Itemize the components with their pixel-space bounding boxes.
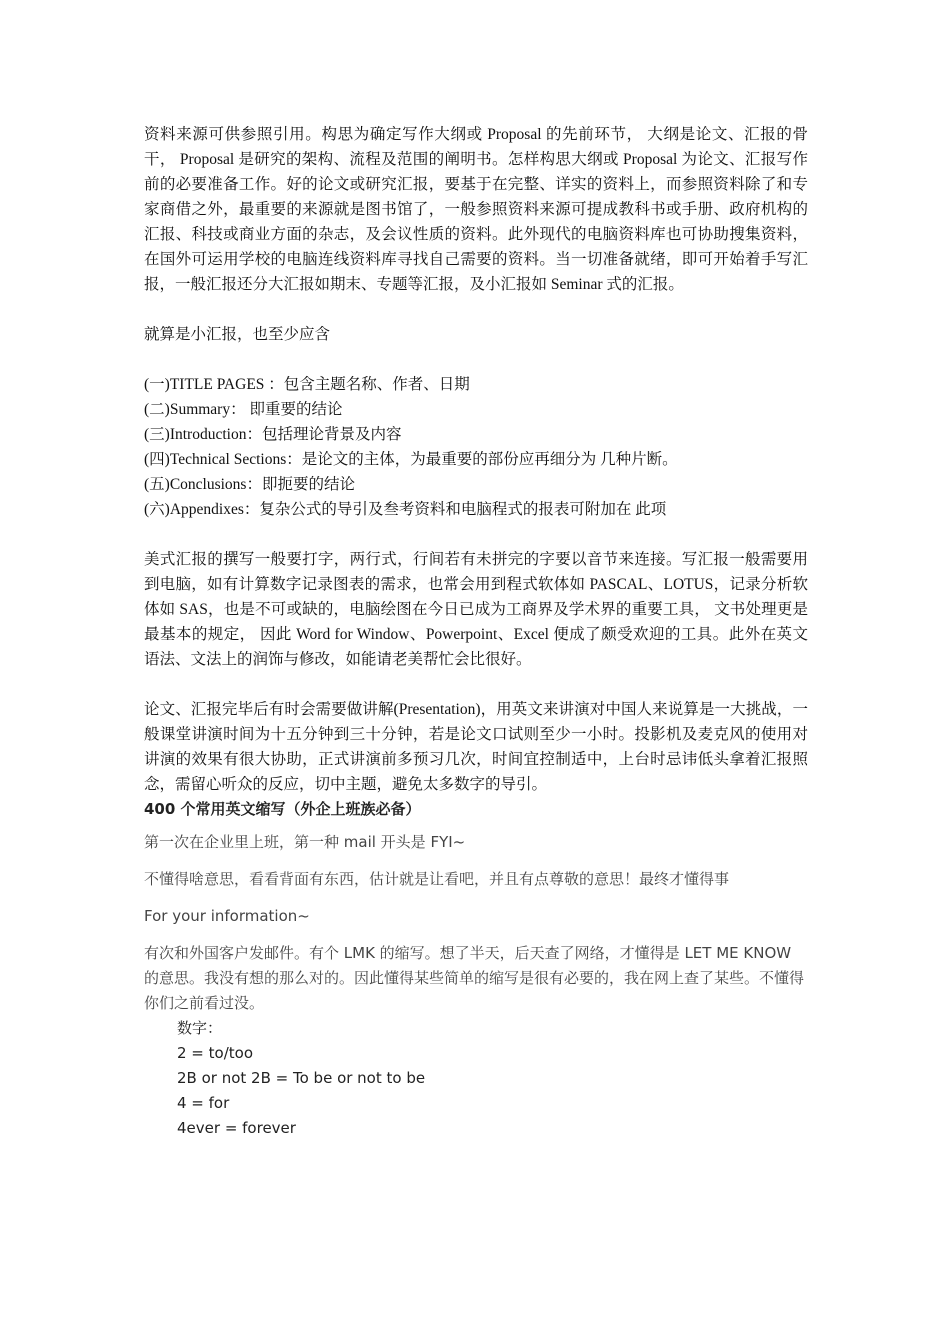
abbreviation-list (144, 1016, 808, 1141)
list-item: 4 = for (177, 1094, 230, 1112)
meaning-line: 不懂得啥意思，看看背面有东西，估计就是让看吧，并且有点尊敬的意思！最终才懂得事 (144, 870, 730, 888)
list-item: (三)Introduction：包括理论背景及内容 (144, 426, 402, 443)
list-item: (一)TITLE PAGES ：包含主题名称、作者、日期 (144, 376, 470, 393)
section-heading: 400 个常用英文缩写（外企上班族必备） (144, 800, 421, 818)
list-item: (五)Conclusions：即扼要的结论 (144, 476, 355, 493)
list-item: 2 = to/too (177, 1044, 253, 1062)
document-content (144, 122, 808, 1141)
numbers-label: 数字： (177, 1019, 223, 1037)
list-item: 4ever = forever (177, 1119, 296, 1137)
paragraph-typing: 美式汇报的撰写一般要打字，两行式，行间若有未拼完的字要以音节来连接。写汇报一般需要用到电脑，如有计算数字记录图表的需求，也常会用到程式软体如 PASCAL、LOTUS，记录分析软体如 SAS，也是不可或缺的，电脑绘图在今日已成为工商界及学术界的重要工具， 文书处理更是最基本的规定， 因此 Word for Window、Powerpoint、Excel 便成了颇受欢迎的工具。此外在英文语法、文法上的润饰与修改，如能请老美帮忙会比很好。 (144, 551, 808, 668)
report-sections-list (144, 372, 808, 522)
paragraph-small-report: 就算是小汇报，也至少应含 (144, 326, 331, 343)
fyi-line: 第一次在企业里上班，第一种 mail 开头是 FYI~ (144, 833, 466, 851)
paragraph-references: 资料来源可供参照引用。构思为确定写作大纲或 Proposal 的先前环节， 大纲是论文、汇报的骨干， Proposal 是研究的架构、流程及范围的阐明书。怎样构思大纲或 Proposal 为论文、汇报写作前的必要准备工作。好的论文或研究汇报，要基于在完整、详实的资料上，而参照资料除了和专家商借之外，最重要的来源就是图书馆了，一般参照资料来源可提成教科书或手册、政府机构的汇报、科技或商业方面的杂志，及会议性质的资料。此外现代的电脑资料库也可协助搜集资料，在国外可运用学校的电脑连线资料库寻找自己需要的资料。当一切准备就绪，即可开始着手写汇报，一般汇报还分大汇报如期末、专题等汇报，及小汇报如 Seminar 式的汇报。 (144, 126, 808, 293)
list-item: (四)Technical Sections：是论文的主体，为最重要的部份应再细分为 几种片断。 (144, 451, 678, 468)
list-item: (二)Summary： 即重要的结论 (144, 401, 343, 418)
paragraph-presentation: 论文、汇报完毕后有时会需要做讲解(Presentation)，用英文来讲演对中国人来说算是一大挑战，一般课堂讲演时间为十五分钟到三十分钟，若是论文口试则至少一小时。投影机及麦克风的使用对讲演的效果有很大协助，正式讲演前多预习几次，时间宜控制适中，上台时忌讳低头拿着汇报照念，需留心听众的反应，切中主题，避免太多数字的导引。 (144, 701, 808, 793)
lmk-paragraph: 有次和外国客户发邮件。有个 LMK 的缩写。想了半天，后天查了网络，才懂得是 LET ME KNOW 的意思。我没有想的那么对的。因此懂得某些简单的缩写是很有必要的，我在网上查了某些。不懂得你们之前看过没。 (144, 944, 805, 1012)
list-item: (六)Appendixes：复杂公式的导引及叁考资料和电脑程式的报表可附加在 此项 (144, 501, 667, 518)
list-item: 2B or not 2B = To be or not to be (177, 1069, 426, 1087)
fyi-expansion: For your information~ (144, 907, 310, 925)
